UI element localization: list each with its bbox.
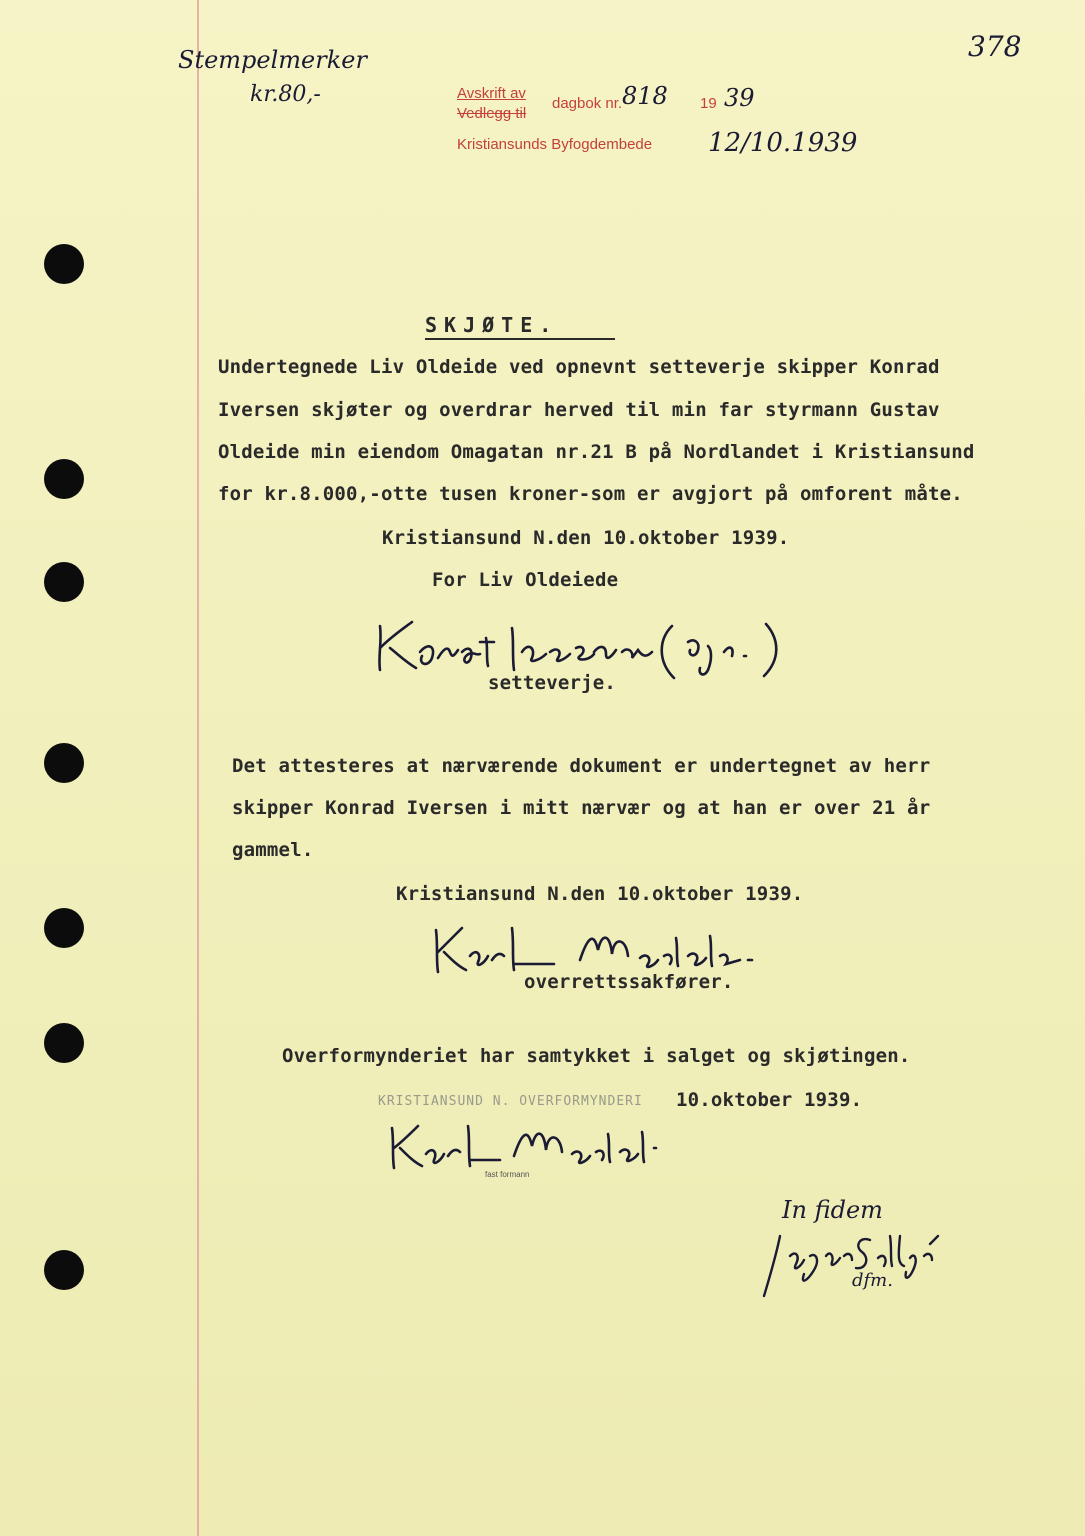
stamp-note-line2: kr.80,- xyxy=(250,82,321,107)
signature-konrad-iversen xyxy=(372,612,842,680)
place-date-1: Kristiansund N.den 10.oktober 1939. xyxy=(382,527,790,549)
punch-hole xyxy=(44,1250,84,1290)
consent-line: Overformynderiet har samtykket i salget og skjøtingen. xyxy=(282,1045,911,1067)
body-line: Undertegnede Liv Oldeide ved opnevnt setteverje skipper Konrad xyxy=(218,356,940,378)
margin-rule xyxy=(197,0,199,1536)
punch-hole xyxy=(44,459,84,499)
body-line: Oldeide min eiendom Omagatan nr.21 B på Nordlandet i Kristiansund xyxy=(218,441,975,463)
stamp-date: 10.oktober 1939. xyxy=(676,1089,863,1111)
punch-hole xyxy=(44,1023,84,1063)
attest-line: skipper Konrad Iversen i mitt nærvær og at han er over 21 år xyxy=(232,797,931,819)
overformynderi-stamp: KRISTIANSUND N. OVERFORMYNDERI xyxy=(378,1094,643,1109)
dagbok-number: 818 xyxy=(622,82,668,110)
punch-hole xyxy=(44,743,84,783)
form-label-dagbok: dagbok nr. xyxy=(552,95,623,112)
stamp-note-line1: Stempelmerker xyxy=(178,46,367,74)
body-line: Iversen skjøter og overdrar herved til min far styrmann Gustav xyxy=(218,399,940,421)
form-label-avskrift: Avskrift av xyxy=(457,85,526,102)
page-number: 378 xyxy=(968,30,1022,63)
year-prefix: 19 xyxy=(700,95,717,112)
attest-line: gammel. xyxy=(232,839,314,861)
role-overrettssakforer: overrettssakfører. xyxy=(524,971,734,993)
place-date-2: Kristiansund N.den 10.oktober 1939. xyxy=(396,883,804,905)
role-fast-formann: fast formann xyxy=(485,1170,530,1179)
office-name: Kristiansunds Byfogdembede xyxy=(457,136,653,153)
punch-hole xyxy=(44,244,84,284)
form-label-vedlegg: Vedlegg til xyxy=(457,105,527,122)
received-date: 12/10.1939 xyxy=(708,128,858,158)
role-setteverje: setteverje. xyxy=(488,672,617,694)
punch-hole xyxy=(44,908,84,948)
title-underline xyxy=(425,338,615,340)
signature-karl-moeltorp xyxy=(430,920,790,978)
document-title: SKJØTE. xyxy=(425,313,559,337)
punch-hole xyxy=(44,562,84,602)
body-line: for kr.8.000,-otte tusen kroner-som er avgjort på omforent måte. xyxy=(218,483,963,505)
year-suffix: 39 xyxy=(724,84,755,112)
attest-line: Det attesteres at nærværende dokument er undertegnet av herr xyxy=(232,755,931,777)
for-line: For Liv Oldeiede xyxy=(432,569,619,591)
in-fidem: In fidem xyxy=(782,1196,883,1224)
signature-karl-moeltorp-2 xyxy=(384,1118,704,1174)
signature-title-dfm: dfm. xyxy=(852,1270,893,1291)
